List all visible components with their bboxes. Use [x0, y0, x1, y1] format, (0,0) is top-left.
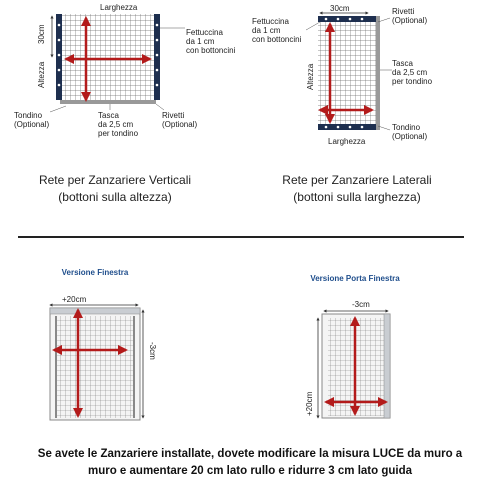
section-divider: [18, 236, 464, 238]
altezza-label: Altezza: [306, 63, 315, 90]
installation-note: [0, 446, 500, 480]
rivetti-line-1: Rivetti: [162, 111, 185, 120]
fettuccina-line-2: da 1 cm: [252, 26, 281, 35]
vertical-net-diagram: [14, 3, 236, 138]
rivetti-line-2: (Optional): [392, 16, 428, 25]
tondino-line-1: Tondino: [14, 111, 43, 120]
dim-side-label: -3cm: [148, 342, 157, 360]
left-strip: [56, 14, 62, 100]
fettuccina-line-2: da 1 cm: [186, 37, 215, 46]
tondino-line-2: (Optional): [14, 120, 50, 129]
dim-top-label: -3cm: [352, 300, 370, 309]
fettuccina-line-3: con bottoncini: [186, 46, 236, 55]
vertical-caption-title: Rete per Zanzariere Verticali: [38, 173, 192, 187]
porta-finestra-title: Versione Porta Finestra: [310, 274, 400, 283]
dim-30-label: 30cm: [37, 24, 46, 44]
right-strip: [154, 14, 160, 100]
leader: [156, 104, 164, 110]
vertical-caption-subtitle: (bottoni sulla altezza): [58, 190, 172, 204]
tasca-line-3: per tondino: [98, 129, 139, 138]
larghezza-label: Larghezza: [100, 3, 138, 12]
roller-box: [50, 308, 140, 314]
lateral-net-diagram: [252, 4, 433, 146]
vertical-caption: [20, 172, 210, 206]
lateral-caption-title: Rete per Zanzariere Laterali: [282, 173, 432, 187]
tasca-line-2: da 2,5 cm: [392, 68, 428, 77]
tondino-bar: [376, 16, 380, 130]
tondino-bar: [60, 100, 156, 104]
rivetti-line-2: (Optional): [162, 120, 198, 129]
mesh-grid: [318, 22, 376, 124]
tondino-line-2: (Optional): [392, 132, 428, 141]
lateral-caption-subtitle: (bottoni sulla larghezza): [293, 190, 421, 204]
fettuccina-line-1: Fettuccina: [186, 28, 223, 37]
larghezza-label: Larghezza: [328, 137, 366, 146]
dim-side-label: +20cm: [305, 391, 314, 416]
finestra-title: Versione Finestra: [61, 268, 129, 277]
tondino-line-1: Tondino: [392, 123, 421, 132]
altezza-label: Altezza: [37, 61, 46, 88]
lateral-caption: [262, 172, 452, 206]
note-line-2: muro e aumentare 20 cm lato rullo e ridurre 3 cm lato guida: [87, 465, 412, 477]
finestra-diagram: [50, 295, 157, 420]
tasca-line-1: Tasca: [98, 111, 119, 120]
mesh-grid: [62, 14, 154, 100]
fettuccina-line-1: Fettuccina: [252, 17, 289, 26]
tasca-line-1: Tasca: [392, 59, 413, 68]
mesh-grid: [56, 316, 134, 418]
fettuccina-line-3: con bottoncini: [252, 35, 302, 44]
dim-top-label: +20cm: [62, 295, 87, 304]
porta-finestra-diagram: [305, 300, 390, 418]
rivetti-line-1: Rivetti: [392, 7, 415, 16]
leader: [306, 22, 320, 30]
tasca-line-2: da 2,5 cm: [98, 120, 134, 129]
note-line-1: Se avete le Zanzariere installate, dovete modificare la misura LUCE da muro a: [37, 448, 463, 460]
dim-30-label: 30cm: [330, 4, 350, 13]
leader: [50, 106, 66, 112]
tasca-line-3: per tondino: [392, 77, 433, 86]
